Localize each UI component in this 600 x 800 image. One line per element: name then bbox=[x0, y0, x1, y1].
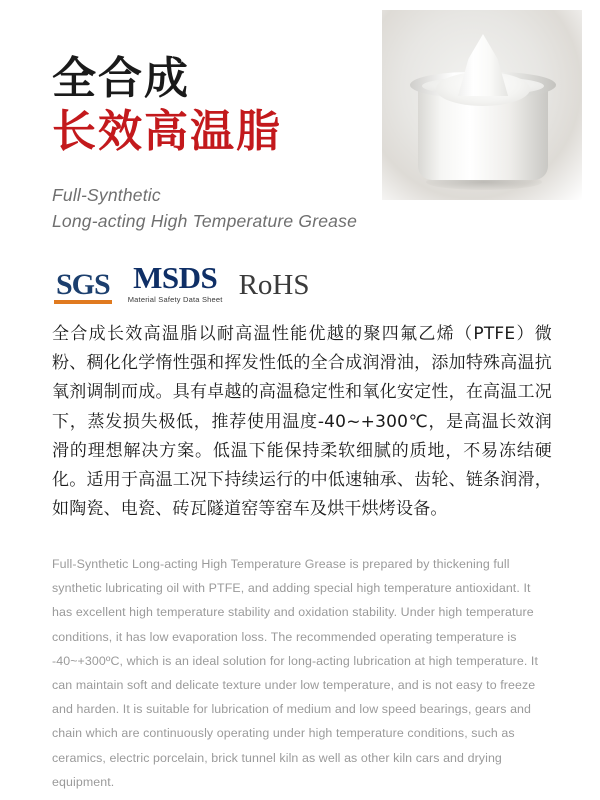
subtitle-english bbox=[52, 182, 512, 235]
sgs-logo-text: SGS bbox=[56, 267, 110, 301]
msds-logo-caption: Material Safety Data Sheet bbox=[127, 295, 223, 304]
certification-logos bbox=[54, 262, 309, 304]
subtitle-english-line1: Full-Synthetic bbox=[52, 185, 161, 205]
msds-logo bbox=[128, 262, 223, 304]
description-english: Full-Synthetic Long-acting High Temperature Grease is prepared by thickening full synthetic lubricating oil with PTFE, and adding special high temperature antioxidant. It has excellent high temperature stability and oxidation stability. Under high temperature conditions, it has low evaporation loss. The recommended operating temperature is -40~+300ºC, which is an ideal solution for long-acting lubrication at high temperature. It can maintain soft and delicate texture under low temperature, and is not easy to freeze and harden. It is suitable for lubrication of medium and low speed bearings, gears and chain which are continuously operating under high temperature conditions, such as ceramics, electric porcelain, brick tunnel kiln as well as other kiln cars and drying equipment. bbox=[52, 557, 539, 789]
title-chinese-line1: 全合成 bbox=[52, 53, 190, 104]
description-chinese: 全合成长效高温脂以耐高温性能优越的聚四氟乙烯（PTFE）微粉、稠化化学惰性强和挥发性低的全合成润滑油，添加特殊高温抗氧剂调制而成。具有卓越的高温稳定性和氧化安定性，在高温工况下，蒸发损失极低，推荐使用温度-40~+300℃，是高温长效润滑的理想解决方案。低温下能保持柔软细腻的质地，不易冻结硬化。适用于高温工况下持续运行的中低速轴承、齿轮、链条润滑，如陶瓷、电瓷、砖瓦隧道窑等窑车及烘干烘烤设备。 bbox=[52, 324, 552, 520]
msds-logo-text: MSDS bbox=[133, 260, 218, 295]
title-chinese-line2: 长效高温脂 bbox=[52, 105, 282, 157]
sgs-logo bbox=[54, 267, 112, 304]
subtitle-english-line2: Long-acting High Temperature Grease bbox=[52, 211, 357, 232]
page-title bbox=[52, 54, 452, 157]
rohs-logo: RoHS bbox=[238, 268, 310, 301]
